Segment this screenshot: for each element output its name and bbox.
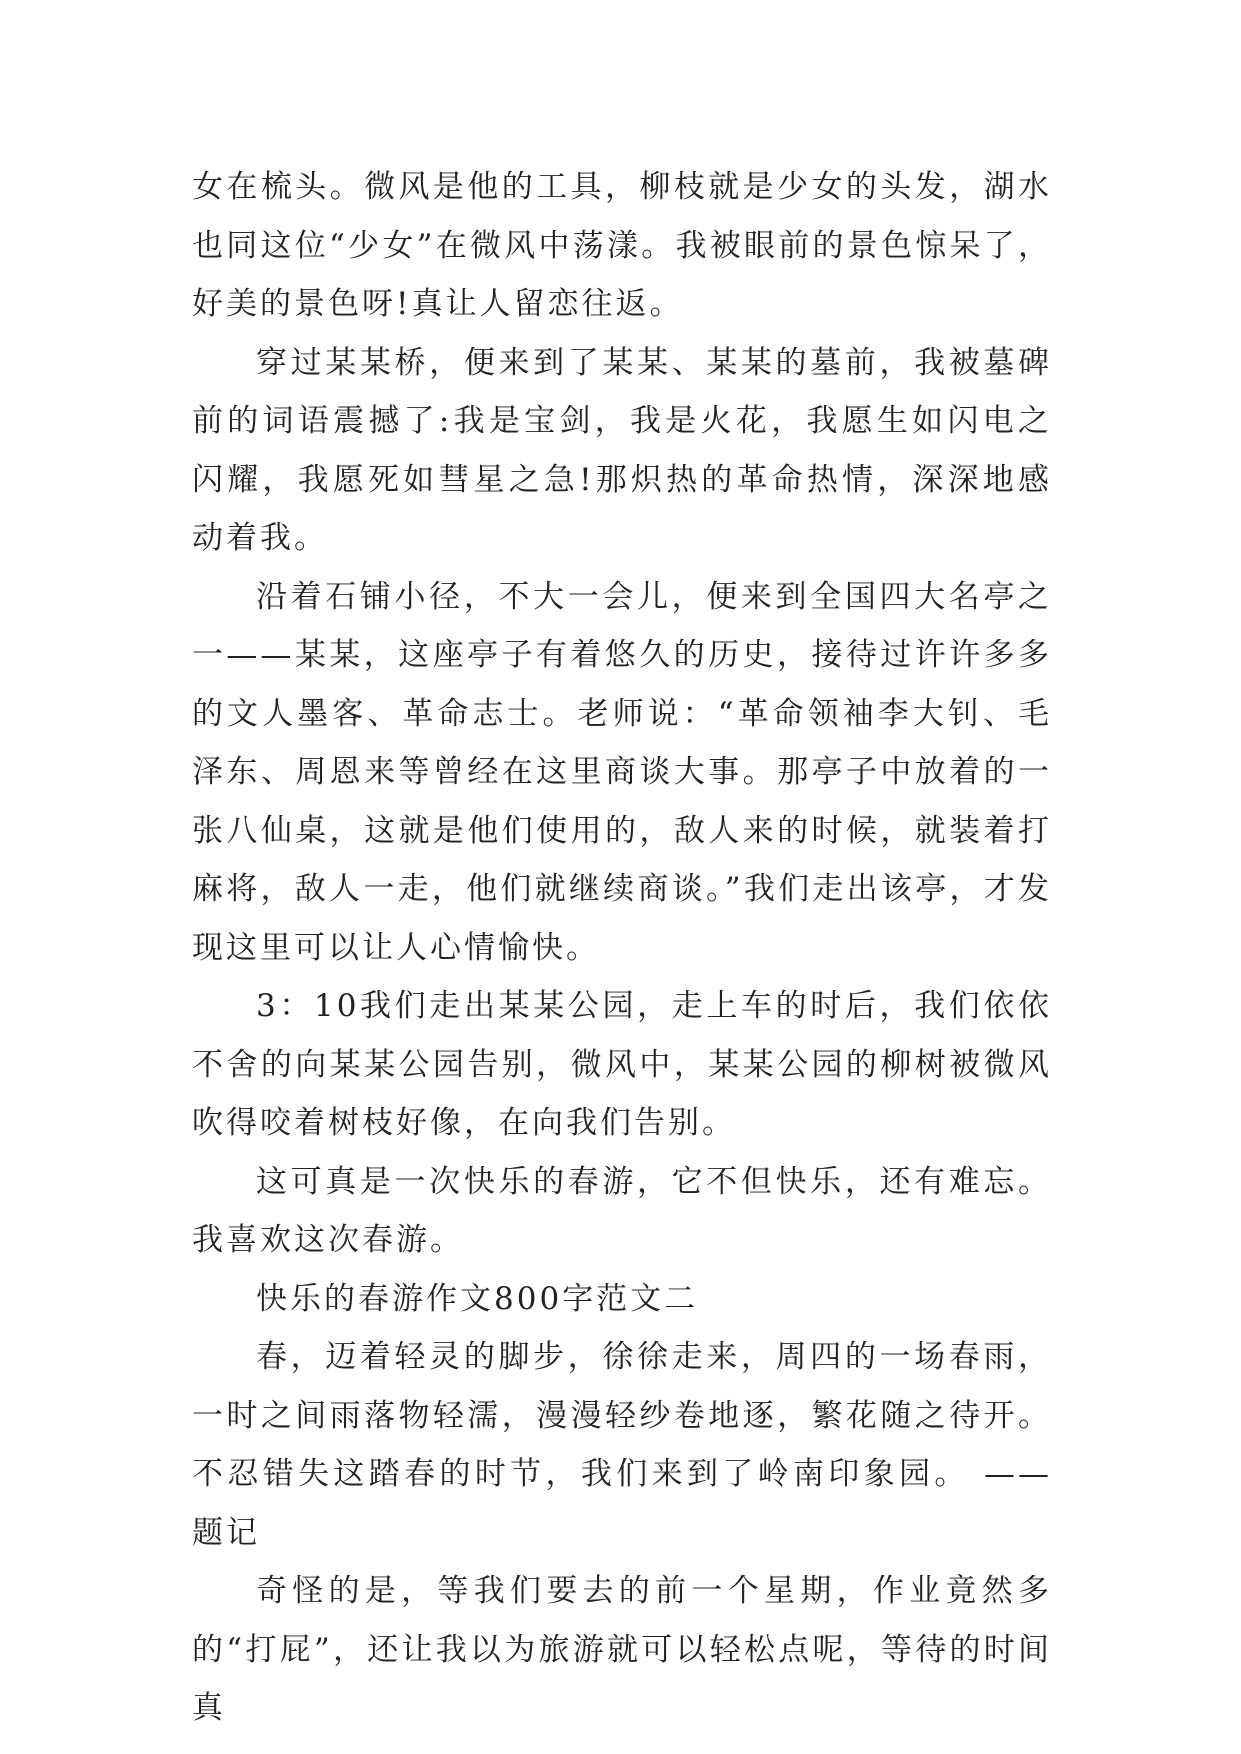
paragraph: 春，迈着轻灵的脚步，徐徐走来，周四的一场春雨，一时之间雨落物轻濡，漫漫轻纱卷地逐，繁花随之待开。不忍错失这踏春的时节，我们来到了岭南印象园。 ——题记	[192, 1339, 1052, 1551]
section-heading: 快乐的春游作文800字范文二	[256, 1280, 699, 1317]
paragraph: 3：10我们走出某某公园，走上车的时后，我们依依不舍的向某某公园告别，微风中，某某公园的柳树被微风吹得咬着树枝好像，在向我们告别。	[192, 988, 1052, 1141]
paragraph: 沿着石铺小径，不大一会儿，便来到全国四大名亭之一——某某，这座亭子有着悠久的历史，接待过许许多多的文人墨客、革命志士。老师说：“革命领袖李大钊、毛泽东、周恩来等曾经在这里商谈大事。那亭子中放着的一张八仙桌，这就是他们使用的，敌人来的时候，就装着打麻将，敌人一走，他们就继续商谈。”我们走出该亭，才发现这里可以让人心情愉快。	[192, 578, 1052, 966]
paragraph: 这可真是一次快乐的春游，它不但快乐，还有难忘。我喜欢这次春游。	[192, 1163, 1052, 1258]
paragraph: 女在梳头。微风是他的工具，柳枝就是少女的头发，湖水也同这位“少女”在微风中荡漾。我被眼前的景色惊呆了，好美的景色呀!真让人留恋往返。	[192, 169, 1052, 322]
document-body	[192, 158, 1052, 1738]
paragraph: 穿过某某桥，便来到了某某、某某的墓前，我被墓碑前的词语震撼了:我是宝剑，我是火花，我愿生如闪电之闪耀，我愿死如彗星之急!那炽热的革命热情，深深地感动着我。	[192, 344, 1052, 556]
paragraph: 奇怪的是，等我们要去的前一个星期，作业竟然多的“打屁”，还让我以为旅游就可以轻松点呢，等待的时间真	[192, 1573, 1052, 1726]
